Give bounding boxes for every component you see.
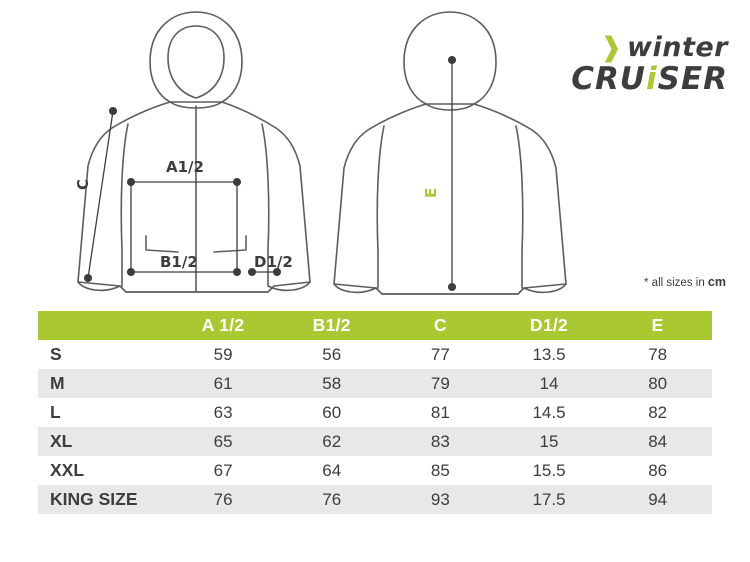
units-footnote-text: * all sizes in xyxy=(644,277,708,289)
brand-i-accent: i xyxy=(645,61,658,97)
back-collar xyxy=(426,104,474,110)
back-left-sleeve-seam xyxy=(377,126,384,288)
brand-logo xyxy=(571,34,728,95)
table-header-row xyxy=(38,311,712,340)
back-body xyxy=(334,104,566,294)
brand-ser-text: SER xyxy=(657,61,728,97)
table-row xyxy=(38,427,712,456)
cell-c: 81 xyxy=(386,398,495,427)
cell-a: 67 xyxy=(169,456,278,485)
table-row xyxy=(38,398,712,427)
measure-line-c xyxy=(88,111,113,278)
cell-b: 64 xyxy=(277,456,386,485)
row-size-label: S xyxy=(38,340,169,369)
label-a-half: A1/2 xyxy=(166,158,204,176)
back-right-sleeve-seam xyxy=(516,126,523,288)
cell-c: 83 xyxy=(386,427,495,456)
cell-d: 14 xyxy=(495,369,604,398)
label-c: C xyxy=(74,178,92,190)
table-corner-cell xyxy=(38,311,169,340)
cell-a: 65 xyxy=(169,427,278,456)
cell-c: 85 xyxy=(386,456,495,485)
cell-d: 15.5 xyxy=(495,456,604,485)
cell-e: 78 xyxy=(603,340,712,369)
row-size-label: M xyxy=(38,369,169,398)
label-d-half: D1/2 xyxy=(254,253,293,271)
table-col-a: A 1/2 xyxy=(169,311,278,340)
cell-b: 56 xyxy=(277,340,386,369)
measure-dot-e-bottom xyxy=(449,284,456,291)
cell-d: 13.5 xyxy=(495,340,604,369)
front-right-pocket xyxy=(214,236,246,252)
row-size-label: XL xyxy=(38,427,169,456)
front-left-pocket xyxy=(146,236,178,252)
cell-e: 82 xyxy=(603,398,712,427)
cell-b: 62 xyxy=(277,427,386,456)
cell-a: 61 xyxy=(169,369,278,398)
brand-line-winter xyxy=(571,34,728,61)
table-row xyxy=(38,340,712,369)
cell-e: 94 xyxy=(603,485,712,514)
measure-dot-c-top xyxy=(110,108,117,115)
cell-d: 17.5 xyxy=(495,485,604,514)
cell-c: 79 xyxy=(386,369,495,398)
cell-d: 14.5 xyxy=(495,398,604,427)
units-footnote xyxy=(644,275,726,289)
table-row xyxy=(38,485,712,514)
label-e: E xyxy=(422,187,440,198)
front-left-sleeve-seam xyxy=(121,124,128,286)
table-col-b: B1/2 xyxy=(277,311,386,340)
cell-e: 84 xyxy=(603,427,712,456)
cell-b: 60 xyxy=(277,398,386,427)
cell-b: 58 xyxy=(277,369,386,398)
cell-d: 15 xyxy=(495,427,604,456)
row-size-label: L xyxy=(38,398,169,427)
table-col-d: D1/2 xyxy=(495,311,604,340)
table-col-c: C xyxy=(386,311,495,340)
table-row xyxy=(38,456,712,485)
cell-e: 86 xyxy=(603,456,712,485)
measure-dot-c-bottom xyxy=(85,275,92,282)
label-b-half: B1/2 xyxy=(160,253,198,271)
table-col-e: E xyxy=(603,311,712,340)
row-size-label: XXL xyxy=(38,456,169,485)
brand-winter-text: winter xyxy=(627,32,728,63)
measure-dot-b-left xyxy=(128,269,135,276)
cell-a: 76 xyxy=(169,485,278,514)
size-table xyxy=(38,311,712,514)
cell-e: 80 xyxy=(603,369,712,398)
brand-line-cruiser xyxy=(571,61,728,97)
cell-a: 59 xyxy=(169,340,278,369)
measure-dot-b-right xyxy=(234,269,241,276)
units-footnote-unit: cm xyxy=(707,275,726,289)
front-hood-inner xyxy=(168,26,224,98)
cell-c: 93 xyxy=(386,485,495,514)
row-size-label: KING SIZE xyxy=(38,485,169,514)
table-row xyxy=(38,369,712,398)
brand-cru-text: CRU xyxy=(571,61,646,97)
brand-chevron-icon: ❱ xyxy=(599,32,624,63)
cell-a: 63 xyxy=(169,398,278,427)
measure-dot-e-top xyxy=(449,57,456,64)
cell-c: 77 xyxy=(386,340,495,369)
cell-b: 76 xyxy=(277,485,386,514)
